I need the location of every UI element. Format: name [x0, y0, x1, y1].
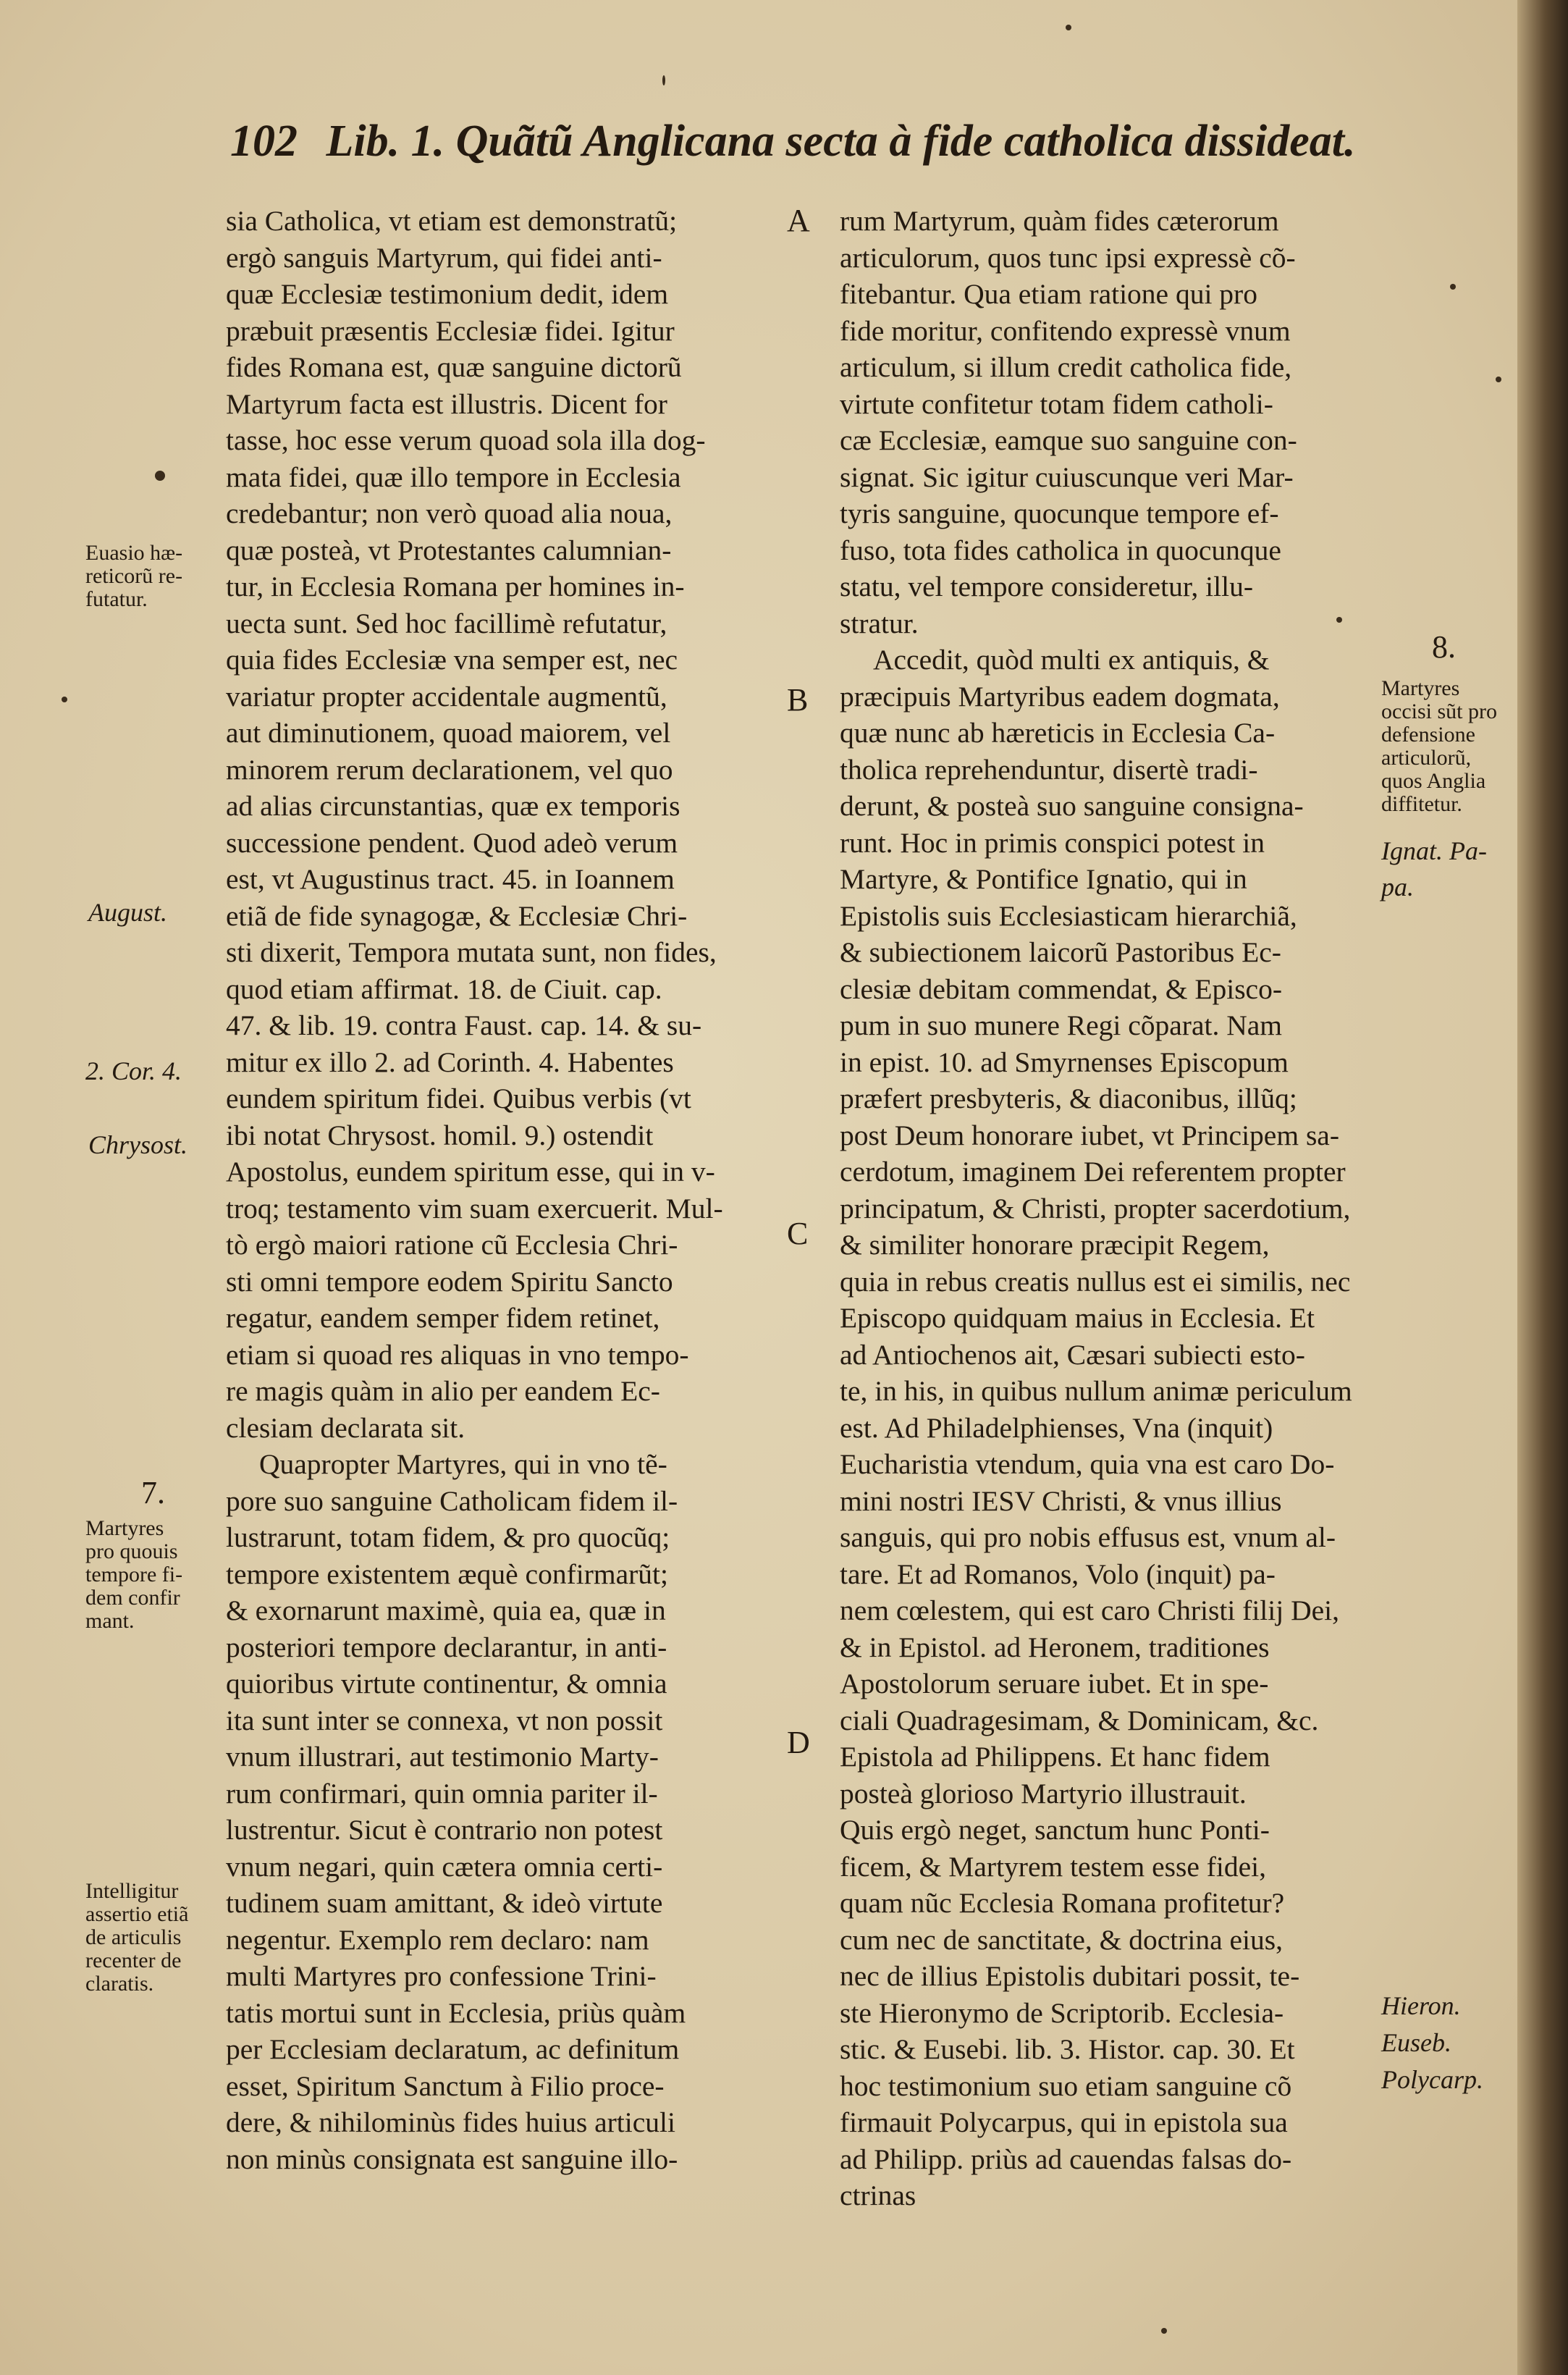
- text-line: regatur, eandem semper fidem retinet,: [226, 1302, 660, 1334]
- text-line: cerdotum, imaginem Dei referentem propter: [840, 1156, 1346, 1188]
- text-line: stic. & Eusebi. lib. 3. Histor. cap. 30. Et: [840, 2033, 1295, 2065]
- margin-note-line: assertio etiã: [85, 1902, 189, 1926]
- text-line: nem cœlestem, qui est caro Christi filij Dei,: [840, 1594, 1339, 1626]
- text-line: mini nostri IESV Christi, & vnus illius: [840, 1484, 1282, 1517]
- text-line: Episcopo quidquam maius in Ecclesia. Et: [840, 1302, 1315, 1334]
- text-line: cæ Ecclesiæ, eamque suo sanguine con-: [840, 424, 1297, 456]
- margin-number-7: 7.: [141, 1475, 165, 1510]
- text-line: eundem spiritum fidei. Quibus verbis (vt: [226, 1083, 691, 1114]
- text-line: tò ergò maiori ratione cũ Ecclesia Chri-: [226, 1229, 678, 1261]
- text-line: cum nec de sanctitate, & doctrina eius,: [840, 1923, 1284, 1956]
- running-header: [230, 109, 1403, 174]
- margin-number-8: 8.: [1432, 629, 1456, 665]
- text-line: ergò sanguis Martyrum, qui fidei anti-: [226, 241, 662, 274]
- text-line: statu, vel tempore consideretur, illu-: [840, 571, 1253, 602]
- margin-note-martyres: [85, 1517, 182, 1633]
- margin-note-line: Euasio hæ-: [85, 541, 183, 565]
- book-spine-shadow: [1517, 0, 1568, 2375]
- text-line: tyris sanguine, quocunque tempore ef-: [840, 497, 1279, 529]
- text-line: in epist. 10. ad Smyrnenses Episcopum: [840, 1046, 1289, 1078]
- text-line: est. Ad Philadelphienses, Vna (inquit): [840, 1411, 1273, 1444]
- text-line: sti omni tempore eodem Spiritu Sancto: [226, 1265, 673, 1298]
- text-line: ciali Quadragesimam, & Dominicam, &c.: [840, 1704, 1319, 1736]
- margin-note-line: Martyres: [85, 1516, 164, 1540]
- text-line: successione pendent. Quod adeò verum: [226, 826, 678, 859]
- paper-speck: [1066, 25, 1071, 30]
- text-line: mitur ex illo 2. ad Corinth. 4. Habentes: [226, 1046, 674, 1078]
- text-line: posteriori tempore declarantur, in anti-: [226, 1631, 667, 1663]
- section-letter-c: C: [787, 1216, 809, 1251]
- text-line: pore suo sanguine Catholicam fidem il-: [226, 1484, 678, 1517]
- text-line: posteà glorioso Martyrio illustrauit.: [840, 1777, 1247, 1809]
- text-line: stratur.: [840, 607, 919, 639]
- text-line: & in Epistol. ad Heronem, traditiones: [840, 1631, 1270, 1663]
- text-line: runt. Hoc in primis conspici potest in: [840, 826, 1265, 859]
- text-line: tasse, hoc esse verum quoad sola illa dog-: [226, 424, 706, 456]
- margin-ref-corinth: 2. Cor. 4.: [85, 1056, 182, 1085]
- text-line: minorem rerum declarationem, vel quo: [226, 753, 673, 786]
- text-line: fides Romana est, quæ sanguine dictorũ: [226, 351, 682, 383]
- text-line: Epistola ad Philippens. Et hanc fidem: [840, 1741, 1270, 1773]
- text-line: Martyrum facta est illustris. Dicent for: [226, 387, 667, 420]
- text-line: tur, in Ecclesia Romana per homines in-: [226, 571, 685, 602]
- margin-note-line: occisi sũt pro: [1381, 699, 1497, 723]
- text-line: multi Martyres pro confessione Trini-: [226, 1960, 657, 1992]
- text-line: Epistolis suis Ecclesiasticam hierarchiã,: [840, 899, 1297, 932]
- text-line: pum in suo munere Regi cõparat. Nam: [840, 1009, 1282, 1041]
- text-line: articulum, si illum credit catholica fide,: [840, 351, 1292, 383]
- text-line: negentur. Exemplo rem declaro: nam: [226, 1923, 649, 1956]
- text-line: præcipuis Martyribus eadem dogmata,: [840, 680, 1280, 712]
- text-line: ctrinas: [840, 2179, 916, 2211]
- margin-note-line: quos Anglia: [1381, 769, 1486, 793]
- paper-speck: [1496, 377, 1501, 382]
- text-line: fide moritur, confitendo expressè vnum: [840, 314, 1291, 347]
- text-line: mata fidei, quæ illo tempore in Ecclesia: [226, 461, 681, 493]
- right-para-1: [840, 203, 1372, 642]
- margin-note-line: Martyres: [1381, 676, 1460, 700]
- section-letter-d: D: [787, 1725, 810, 1760]
- paper-speck: [1450, 284, 1456, 290]
- text-line: rum Martyrum, quàm fides cæterorum: [840, 205, 1279, 237]
- text-line: etiã de fide synagogæ, & Ecclesiæ Chri-: [226, 899, 688, 932]
- text-line: quæ posteà, vt Protestantes calumnian-: [226, 534, 672, 566]
- right-para-2: [840, 642, 1372, 2214]
- text-line: sti dixerit, Tempora mutata sunt, non fides,: [226, 936, 717, 968]
- right-column: [840, 203, 1372, 2214]
- margin-note-line: recenter de: [85, 1949, 182, 1972]
- margin-ref-hieronymus: Hieron.: [1381, 1991, 1461, 2020]
- text-line: Quapropter Martyres, qui in vno tẽ-: [259, 1448, 667, 1480]
- margin-note-line: de articulis: [85, 1925, 182, 1949]
- margin-note-line: mant.: [85, 1609, 135, 1633]
- text-line: dere, & nihilominùs fides huius articuli: [226, 2106, 675, 2138]
- margin-note-line: diffitetur.: [1381, 792, 1462, 816]
- text-line: est, vt Augustinus tract. 45. in Ioannem: [226, 863, 675, 895]
- left-para-2: [226, 1446, 776, 2177]
- text-line: Apostolorum seruare iubet. Et in spe-: [840, 1668, 1269, 1699]
- text-line: virtute confitetur totam fidem catholi-: [840, 387, 1273, 420]
- margin-ref-ignatius: [1381, 833, 1487, 905]
- text-line: vnum illustrari, aut testimonio Marty-: [226, 1741, 659, 1773]
- margin-note-line: articulorũ,: [1381, 746, 1472, 770]
- text-line: principatum, & Christi, propter sacerdotium,: [840, 1192, 1351, 1224]
- margin-note-line: pro quouis: [85, 1539, 178, 1563]
- text-line: ficem, & Martyrem testem esse fidei,: [840, 1850, 1267, 1883]
- text-line: articulorum, quos tunc ipsi expressè cõ-: [840, 241, 1296, 274]
- text-line: ad Antiochenos ait, Cæsari subiecti esto-: [840, 1338, 1305, 1371]
- margin-ref-polycarpus: Polycarp.: [1381, 2065, 1483, 2094]
- text-line: rum confirmari, quin omnia pariter il-: [226, 1777, 658, 1809]
- text-line: tempore existentem æquè confirmarũt;: [226, 1558, 668, 1590]
- text-line: Quis ergò neget, sanctum hunc Ponti-: [840, 1814, 1270, 1846]
- text-line: lustrarunt, totam fidem, & pro quocũq;: [226, 1521, 670, 1553]
- text-line: credebantur; non verò quoad alia noua,: [226, 497, 673, 529]
- text-line: aut diminutionem, quoad maiorem, vel: [226, 717, 671, 749]
- text-line: vnum negari, quin cætera omnia certi-: [226, 1850, 663, 1883]
- margin-note-line: Ignat. Pa-: [1381, 836, 1487, 865]
- text-line: tatis mortui sunt in Ecclesia, priùs quàm: [226, 1996, 686, 2029]
- margin-note-line: reticorũ re-: [85, 564, 183, 588]
- left-para-1: [226, 203, 776, 1446]
- margin-note-martyres-occisi: [1381, 677, 1497, 816]
- paper-speck: [155, 471, 165, 481]
- text-line: troq; testamento vim suam exercuerit. Mul-: [226, 1192, 723, 1224]
- text-line: ibi notat Chrysost. homil. 9.) ostendit: [226, 1119, 654, 1151]
- margin-note-line: tempore fi-: [85, 1563, 183, 1586]
- text-line: ste Hieronymo de Scriptorib. Ecclesia-: [840, 1996, 1284, 2029]
- margin-note-intelligitur: [85, 1880, 188, 1996]
- section-letter-a: A: [787, 203, 810, 238]
- text-line: esset, Spiritum Sanctum à Filio proce-: [226, 2069, 665, 2102]
- text-line: Martyre, & Pontifice Ignatio, qui in: [840, 863, 1247, 895]
- text-line: variatur propter accidentale augmentũ,: [226, 680, 667, 712]
- margin-note-evasio: [85, 542, 182, 611]
- text-line: ita sunt inter se connexa, vt non possit: [226, 1704, 663, 1736]
- paper-speck: [1336, 617, 1342, 623]
- text-line: fuso, tota fides catholica in quocunque: [840, 534, 1281, 566]
- text-line: per Ecclesiam declaratum, ac definitum: [226, 2033, 680, 2065]
- text-line: quæ Ecclesiæ testimonium dedit, idem: [226, 278, 669, 310]
- text-line: derunt, & posteà suo sanguine consigna-: [840, 790, 1304, 822]
- text-line: etiam si quoad res aliquas in vno tempo-: [226, 1338, 689, 1371]
- margin-ref-chrysostom: Chrysost.: [88, 1130, 188, 1159]
- text-line: lustrentur. Sicut è contrario non potest: [226, 1814, 663, 1846]
- text-line: firmauit Polycarpus, qui in epistola sua: [840, 2106, 1288, 2138]
- margin-note-line: pa.: [1381, 873, 1414, 901]
- text-line: quia fides Ecclesiæ vna semper est, nec: [226, 644, 678, 676]
- text-line: te, in his, in quibus nullum animæ periculum: [840, 1375, 1352, 1407]
- text-line: ad alias circunstantias, quæ ex temporis: [226, 790, 680, 822]
- text-line: clesiæ debitam commendat, & Episco-: [840, 972, 1282, 1005]
- text-line: 47. & lib. 19. contra Faust. cap. 14. & su-: [226, 1009, 702, 1041]
- left-column: [226, 203, 776, 2177]
- text-line: clesiam declarata sit.: [226, 1411, 465, 1444]
- section-letter-b: B: [787, 682, 809, 718]
- margin-note-line: dem confir: [85, 1586, 180, 1610]
- text-line: uecta sunt. Sed hoc facillimè refutatur,: [226, 607, 667, 639]
- text-line: post Deum honorare iubet, vt Principem sa-: [840, 1119, 1339, 1151]
- text-line: fitebantur. Qua etiam ratione qui pro: [840, 278, 1257, 310]
- margin-ref-augustinus: August.: [88, 898, 168, 927]
- text-line: quæ nunc ab hæreticis in Ecclesia Ca-: [840, 717, 1276, 749]
- text-line: Eucharistia vtendum, quia vna est caro Do-: [840, 1448, 1335, 1480]
- text-line: signat. Sic igitur cuiuscunque veri Mar-: [840, 461, 1294, 493]
- text-line: tudinem suam amittant, & ideò virtute: [226, 1887, 663, 1919]
- text-line: præbuit præsentis Ecclesiæ fidei. Igitur: [226, 314, 675, 347]
- margin-ref-eusebius: Euseb.: [1381, 2028, 1451, 2057]
- margin-note-line: defensione: [1381, 723, 1475, 747]
- page-number: 102: [230, 117, 298, 166]
- running-title: Lib. 1. Quãtũ Anglicana secta à fide catholica dissideat.: [326, 117, 1356, 166]
- text-line: præfert presbyteris, & diaconibus, illũq;: [840, 1083, 1297, 1114]
- text-line: & exornarunt maximè, quia ea, quæ in: [226, 1594, 666, 1626]
- margin-note-line: Intelligitur: [85, 1879, 179, 1903]
- margin-note-line: claratis.: [85, 1972, 154, 1996]
- paper-speck: [1161, 2328, 1167, 2334]
- margin-note-line: futatur.: [85, 587, 148, 611]
- text-line: & similiter honorare præcipit Regem,: [840, 1229, 1270, 1261]
- paper-speck: [662, 75, 665, 85]
- text-line: quod etiam affirmat. 18. de Ciuit. cap.: [226, 972, 662, 1005]
- text-line: quia in rebus creatis nullus est ei similis, nec: [840, 1265, 1351, 1298]
- text-line: ad Philipp. priùs ad cauendas falsas do-: [840, 2143, 1292, 2175]
- text-line: re magis quàm in alio per eandem Ec-: [226, 1375, 660, 1407]
- text-line: & subiectionem laicorũ Pastoribus Ec-: [840, 936, 1281, 968]
- text-line: nec de illius Epistolis dubitari possit, te-: [840, 1960, 1300, 1992]
- text-line: non minùs consignata est sanguine illo-: [226, 2143, 678, 2175]
- text-line: sia Catholica, vt etiam est demonstratũ;: [226, 205, 678, 237]
- paper-speck: [62, 697, 67, 702]
- text-line: Apostolus, eundem spiritum esse, qui in v-: [226, 1156, 715, 1188]
- text-line: hoc testimonium suo etiam sanguine cõ: [840, 2069, 1292, 2102]
- text-line: tare. Et ad Romanos, Volo (inquit) pa-: [840, 1558, 1276, 1590]
- text-line: quam nũc Ecclesia Romana profitetur?: [840, 1887, 1285, 1919]
- text-line: tholica reprehenduntur, disertè tradi-: [840, 753, 1258, 786]
- text-line: quioribus virtute continentur, & omnia: [226, 1668, 667, 1699]
- text-line: sanguis, qui pro nobis effusus est, vnum al-: [840, 1521, 1336, 1553]
- text-line: Accedit, quòd multi ex antiquis, &: [873, 644, 1270, 676]
